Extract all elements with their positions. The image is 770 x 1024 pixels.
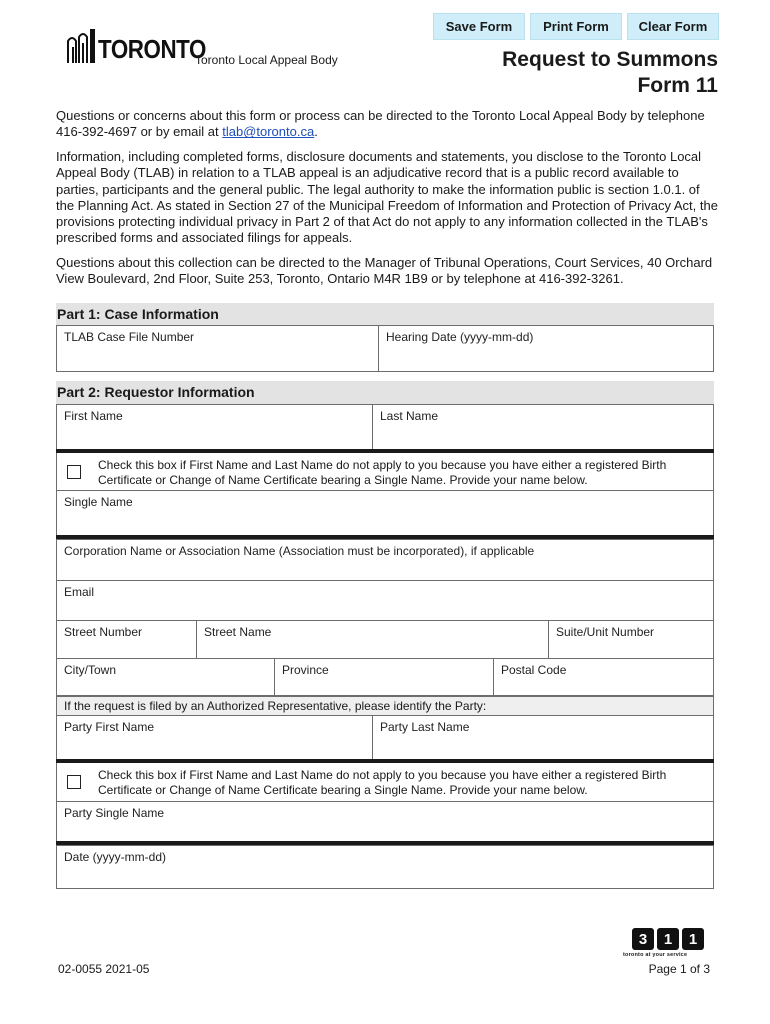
postal-code-label: Postal Code [501,663,567,677]
311-digit: 1 [663,931,673,948]
email-link[interactable]: tlab@toronto.ca [222,124,315,140]
page-title [502,47,718,99]
province-label: Province [282,663,329,677]
street-number-field[interactable] [56,620,197,659]
postal-code-field[interactable] [493,658,714,696]
date-label: Date (yyyy-mm-dd) [64,850,167,864]
collection-paragraph: Questions about this collection can be directed to the Manager of Tribunal Operations, Court Services, 40 Orchard View Boulevard, 2nd Floor, Suite 253, Toronto, Ontario M4R 1B9 or by telephone at 416-392-3261. [56,255,713,287]
party-last-name-label: Party Last Name [380,720,470,734]
party-single-name-check-label: Check this box if First Name and Last Name do not apply to you because you have either a registered Birth Certificate or Change of Name Certificate bearing a Single Name. Provide your name below. [98,768,667,797]
311-tagline: toronto at your service [623,952,688,958]
city-field[interactable] [56,658,275,696]
title-line-1: Request to Summons [502,48,718,71]
corporation-name-field[interactable] [56,539,714,581]
print-form-button[interactable]: Print Form [530,13,622,40]
single-name-check-row [56,453,714,491]
corporation-name-label: Corporation Name or Association Name (Association must be incorporated), if applicable [64,544,535,558]
representative-note: If the request is filed by an Authorized Representative, please identify the Party: [56,696,714,716]
party-single-name-label: Party Single Name [64,806,165,820]
title-line-2: Form 11 [637,74,718,97]
street-name-label: Street Name [204,625,272,639]
party-single-name-checkbox[interactable] [67,775,81,789]
party-first-name-label: Party First Name [64,720,155,734]
single-name-label: Single Name [64,495,133,509]
first-name-label: First Name [64,409,123,423]
first-name-field[interactable] [56,404,373,450]
311-logo-icon [632,928,704,950]
page-number: Page 1 of 3 [648,962,710,976]
case-file-number-label: TLAB Case File Number [64,330,195,344]
street-number-label: Street Number [64,625,143,639]
province-field[interactable] [274,658,494,696]
party-first-name-field[interactable] [56,715,373,760]
suite-unit-field[interactable] [548,620,714,659]
last-name-field[interactable] [372,404,714,450]
privacy-paragraph: Information, including completed forms, disclosure documents and statements, you disclose to the Toronto Local Appeal Body (TLAB) in relation to a TLAB appeal is an adjudicative record that is a public record available to parties, participants and the general public. The legal authority to make the information public is section 1.0.1. of the Planning Act. As stated in Section 27 of the Municipal Freedom of Information and Protection of Privacy Act, the provisions protecting individual privacy in Part 2 of that Act do not apply to any information collected in the TLAB's prescribed forms and associated filings for appeals. [56,149,718,246]
agency-name: Toronto Local Appeal Body [195,53,338,67]
single-name-checkbox[interactable] [67,465,81,479]
intro-contact-end: . [314,124,318,140]
part1-heading: Part 1: Case Information [56,303,714,326]
hearing-date-label: Hearing Date (yyyy-mm-dd) [386,330,534,344]
toronto-wordmark: TORONTO [98,34,206,64]
suite-unit-label: Suite/Unit Number [556,625,655,639]
single-name-check-label: Check this box if First Name and Last Name do not apply to you because you have either a registered Birth Certificate or Change of Name Certificate bearing a Single Name. Provide your name below. [98,458,667,487]
intro-contact-text: Questions or concerns about this form or process can be directed to the Toronto Local Appeal Body by telephone 416-392-4697 or by email at [56,108,705,140]
street-name-field[interactable] [196,620,549,659]
hearing-date-field[interactable] [378,325,714,372]
city-label: City/Town [64,663,117,677]
email-field[interactable] [56,580,714,621]
311-digit: 3 [638,931,648,948]
last-name-label: Last Name [380,409,439,423]
clear-form-button[interactable]: Clear Form [627,13,719,40]
single-name-field[interactable] [56,490,714,536]
form-code: 02-0055 2021-05 [58,962,150,976]
part2-heading: Part 2: Requestor Information [56,381,714,404]
case-file-number-field[interactable] [56,325,379,372]
intro-contact-paragraph [56,108,718,141]
311-digit: 1 [688,931,698,948]
party-single-name-field[interactable] [56,801,714,842]
save-form-button[interactable]: Save Form [433,13,525,40]
date-field[interactable] [56,845,714,889]
party-last-name-field[interactable] [372,715,714,760]
party-single-name-check-row [56,763,714,802]
email-label: Email [64,585,95,599]
